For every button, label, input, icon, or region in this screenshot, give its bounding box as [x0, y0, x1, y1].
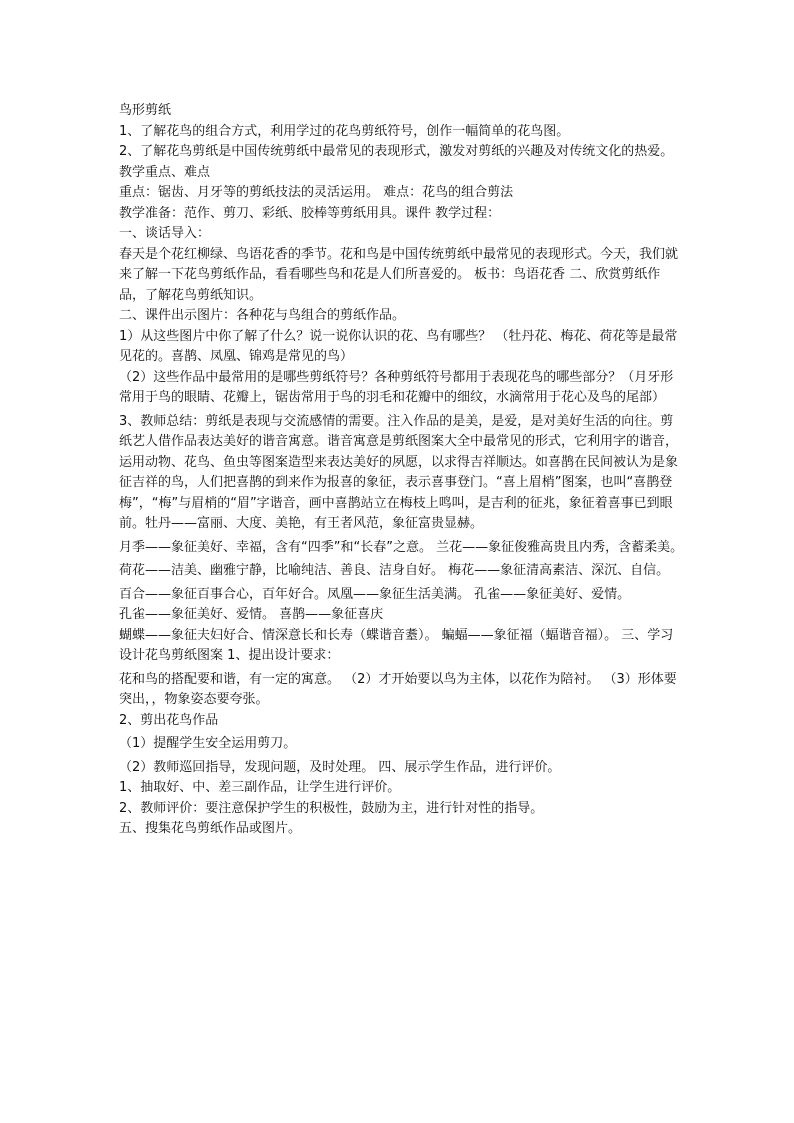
evaluation-step-2: 2、教师评价：要注意保护学生的积极性，鼓励为主，进行针对性的指导。	[119, 800, 544, 816]
section-heading-intro: 一、谈话导入：	[119, 226, 211, 241]
objective-1: 1、了解花鸟的组合方式，利用学过的花鸟剪纸符号，创作一幅简单的花鸟图。	[119, 123, 570, 139]
section-heading-key-points: 教学重点、难点	[119, 164, 211, 180]
design-requirements: 花和鸟的搭配要和谐，有一定的寓意。 （2）才开始要以鸟为主体，以花作为陪衬。 （3）形体要突出，，物象姿态要夸张。	[119, 671, 677, 707]
objective-2: 2、了解花鸟剪纸是中国传统剪纸中最常见的表现形式，激发对剪纸的兴趣及对传统文化的热爱。	[119, 144, 674, 159]
section-heading-collect: 五、搜集花鸟剪纸作品或图片。	[119, 821, 302, 836]
document-title: 鸟形剪纸	[119, 103, 172, 118]
intro-paragraph: 春天是个花红柳绿、鸟语花香的季节。花和鸟是中国传统剪纸中最常见的表现形式。今天，我们就来了解一下花鸟剪纸作品，看看哪些鸟和花是人们所喜爱的。 板书：鸟语花香 二、欣赏剪纸作品，了解花鸟剪纸知识。	[119, 246, 679, 303]
symbolism-peacock-magpie: 孔雀——象征美好、爱情。 喜鹊——象征喜庆	[119, 607, 384, 622]
question-1: 1）从这些图片中你了解了什么？说一说你认识的花、鸟有哪些？ （牡丹花、梅花、荷花等是最常见花的。喜鹊、凤凰、锦鸡是常见的鸟）	[119, 328, 678, 364]
section-heading-cut: 2、剪出花鸟作品	[119, 712, 219, 728]
symbolism-butterfly-bat: 蝴蝶——象征夫妇好合、情深意长和长寿（蝶谐音耋）。 蝙蝠——象征福（蝠谐音福）。 三、学习设计花鸟剪纸图案 1、提出设计要求：	[119, 627, 674, 663]
key-points-text: 重点：锯齿、月牙等的剪纸技法的灵活运用。 难点：花鸟的组合剪法	[119, 185, 514, 200]
evaluation-step-1: 1、抽取好、中、差三副作品，让学生进行评价。	[119, 780, 401, 795]
section-heading-slides: 二、课件出示图片：各种花与鸟组合的剪纸作品。	[119, 308, 406, 323]
symbolism-lily-phoenix: 百合——象征百事合心，百年好合。凤凰——象征生活美满。 孔雀——象征美好、爱情。	[119, 586, 631, 602]
teaching-preparation: 教学准备：范作、剪刀、彩纸、胶棒等剪纸用具。课件 教学过程：	[119, 205, 501, 221]
teacher-summary: 3、教师总结：剪纸是表现与交流感情的需要。注入作品的是美，是爱，是对美好生活的向往。剪纸艺人借作品表达美好的谐音寓意。谐音寓意是剪纸图案大全中最常见的形式，它利用字的谐音，运用动物、花鸟、鱼虫等图案造型来表达美好的夙愿，以求得吉祥顺达。如喜鹊在民间被认为是象征吉祥的鸟，人们把喜鹊的到来作为报喜的象征，表示喜事登门。“喜上眉梢”图案，也叫“喜鹊登梅”，“梅”与眉梢的“眉”字谐音，画中喜鹊站立在梅枝上鸣叫，是吉利的征兆，象征着喜事已到眼前。牡丹——富丽、大度、美艳，有王者风范，象征富贵显赫。	[119, 413, 679, 531]
cut-step-2: （2）教师巡回指导，发现问题，及时处理。 四、展示学生作品，进行评价。	[119, 759, 561, 775]
symbolism-lotus-plum: 荷花——洁美、幽雅宁静，比喻纯洁、善良、洁身自好。 梅花——象征清高素洁、深沉、自信。	[119, 563, 670, 578]
question-2: （2）这些作品中最常用的是哪些剪纸符号？各种剪纸符号都用于表现花鸟的哪些部分？（月牙形常用于鸟的眼睛、花瓣上，锯齿常用于鸟的羽毛和花瓣中的细纹，水滴常用于花心及鸟的尾部）	[119, 369, 674, 405]
cut-step-1: （1）提醒学生安全运用剪刀。	[119, 736, 297, 751]
symbolism-rose-orchid: 月季——象征美好、幸福，含有“四季”和“长春”之意。 兰花——象征俊雅高贵且内秀，含蓄柔美。	[119, 539, 684, 555]
document-body	[119, 101, 685, 840]
